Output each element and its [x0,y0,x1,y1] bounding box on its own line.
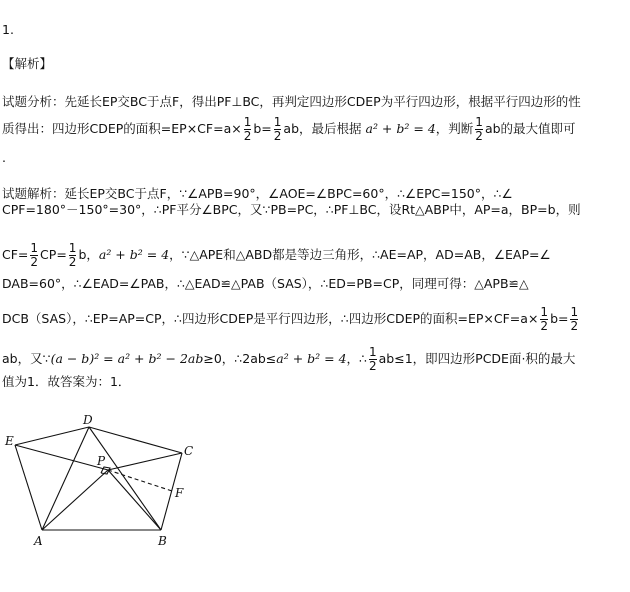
equation-a2-plus-b2: a² + b² = 4 [276,351,347,366]
fraction-one-half: $\frac{1}{2}$ [273,115,282,143]
analysis-line-2-text-c: ab，最后根据 [283,121,362,136]
fraction-one-half: $\frac{1}{2}$ [30,241,39,269]
segment-de [15,427,89,445]
fraction-one-half: $\frac{1}{2}$ [369,345,377,373]
analysis-line-2-text-a: 质得出：四边形CDEP的面积=EP×CF=a× [2,121,242,136]
fraction-one-half: $\frac{1}{2}$ [540,305,549,333]
solution-line-1: 试题解析：延长EP交BC于点F，∵∠APB=90°，∠AOE=∠BPC=60°，∴∠EPC=150°，∴∠ [2,186,513,201]
solution-line-3 [2,242,551,269]
solution-line-5-text-b: b= [550,311,569,326]
segment-cd [89,427,182,453]
solution-line-3-text-b: CP= [40,247,67,262]
segment-pc [108,453,182,470]
analysis-line-2-text-e: ab的最大值即可 [484,121,576,136]
solution-line-2: CPF=180°－150°=30°，∴PF平分∠BPC，又∵PB=PC，∴PF⊥BC，设Rt△ABP中，AP=a，BP=b，则 [2,202,581,217]
equation-a2-plus-b2: a² + b² = 4 [98,247,170,262]
label-a: A [34,534,43,548]
solution-line-3-text-a: CF= [2,247,29,262]
analysis-heading: 【解析】 [2,56,53,71]
label-d: D [83,413,93,427]
solution-line-6-text-b: ≥0，∴2ab≤ [203,351,277,366]
segment-ap [42,470,108,530]
analysis-line-2-text-d: ，判断 [435,121,474,136]
solution-line-6 [2,346,575,373]
segment-db [89,427,161,530]
analysis-line-3: . [2,150,6,165]
solution-line-6-text-d: ab≤1，即四边形PCDE面·积的最大 [378,351,576,366]
label-f: F [175,486,184,500]
analysis-line-1: 试题分析：先延长EP交BC于点F，得出PF⊥BC，再判定四边形CDEP为平行四边形，根据平行四边形的性 [2,94,581,109]
segment-ep [15,445,108,470]
solution-line-6-text-a: ab，又∵ [2,351,51,366]
label-p: P [97,454,106,468]
label-b: B [158,534,167,548]
solution-line-6-text-c: ，∴ [346,351,367,366]
solution-line-5-text-a: DCB（SAS），∴EP=AP=CP，∴四边形CDEP是平行四边形，∴四边形CDEP的面积=EP×CF=a× [2,311,539,326]
segment-pb [108,470,161,530]
geometry-figure [0,405,215,550]
segment-ad [42,427,89,530]
analysis-line-2 [2,116,576,143]
fraction-one-half: $\frac{1}{2}$ [475,115,483,143]
segment-ea [15,445,42,530]
label-c: C [184,444,194,458]
fraction-one-half: $\frac{1}{2}$ [570,305,579,333]
solution-line-3-text-d: ，∵△APE和△ABD都是等边三角形，∴AE=AP，AD=AB，∠EAP=∠ [169,247,551,262]
solution-line-3-text-c: b， [78,247,99,262]
fraction-one-half: $\frac{1}{2}$ [68,241,77,269]
problem-number: 1. [2,22,14,37]
solution-line-4: DAB=60°，∴∠EAD=∠PAB，∴△EAD≌△PAB（SAS），∴ED=PB=CP，同理可得：△APB≌△ [2,276,529,291]
label-e: E [5,434,14,448]
solution-line-7: 值为1．故答案为：1． [2,374,131,389]
solution-line-5 [2,306,580,333]
analysis-line-2-text-b: b= [253,121,272,136]
equation-a2-plus-b2: a² + b² = 4 [365,121,436,136]
equation-a-minus-b-squared: (a − b)² = a² + b² − 2ab [50,351,204,366]
fraction-one-half: $\frac{1}{2}$ [243,115,252,143]
